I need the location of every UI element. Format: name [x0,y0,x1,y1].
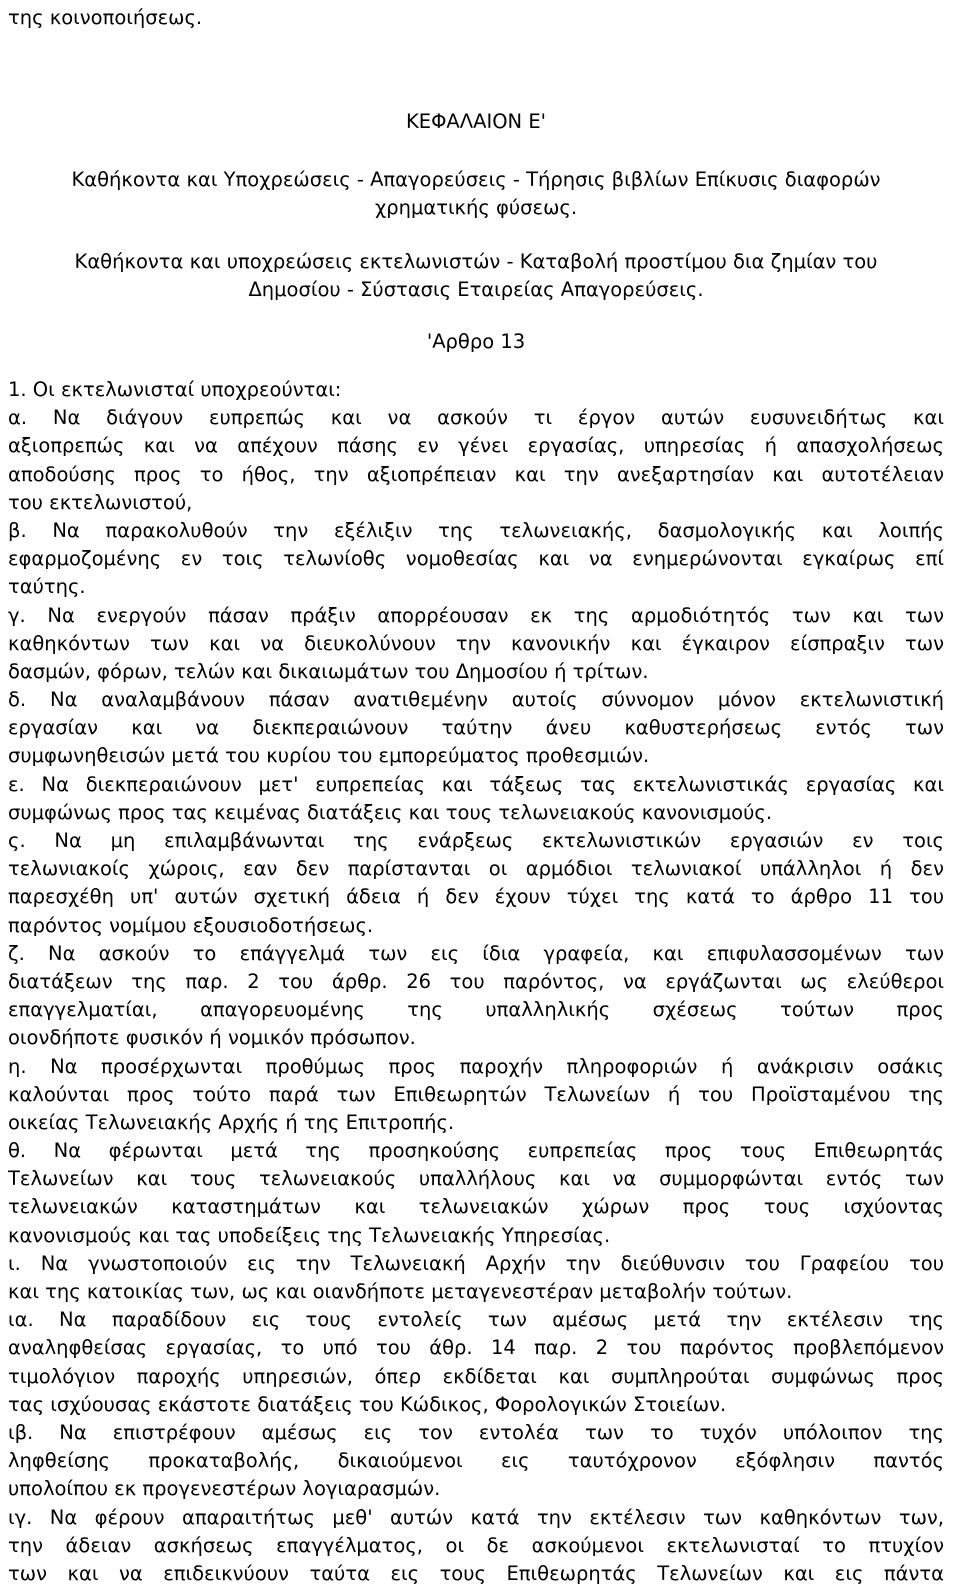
article-item-line: επαγγελματίαι, απαγορευομένης της υπαλληλικής σχέσεως τούτων προς [8,998,944,1022]
article-item-line: ταύτης. [8,575,86,599]
article-item-line: γ. Να ενεργούν πάσαν πράξιν απορρέουσαν εκ της αρμοδιότητός των και των [8,603,944,627]
article-item-line: των και να επιδεικνύουν ταύτα εις τους Επιθεωρητάς Τελωνείων και εις πάντα [8,1561,944,1585]
article-item-line: καθηκόντων των και να διευκολύνουν την κανονικήν και έγκαιρον είσπραξιν των [8,631,944,655]
article-item-line: ζ. Να ασκούν το επάγγελμά των εις ίδια γραφεία, και επιφυλασσομένων των [8,941,944,965]
article-item-line: ι. Να γνωστοποιούν εις την Τελωνειακή Αρχήν την διεύθυνσιν του Γραφείου του [8,1251,944,1275]
article-item-line: δ. Να αναλαμβάνουν πάσαν ανατιθεμένην αυτοίς σύννομον μόνον εκτελωνιστική [8,688,944,712]
article-item-line: του εκτελωνιστού, [8,490,193,514]
article-item [8,1250,944,1306]
article-item-line: Τελωνείων και τους τελωνειακούς υπαλλήλους και να συμμορφώνται εντός των [8,1167,944,1191]
intro-line-block [8,4,944,32]
article-item-line: η. Να προσέρχωνται προθύμως προς παροχήν πληροφοριών ή ανάκρισιν οσάκις [8,1054,944,1078]
article-body [8,376,944,1588]
article-heading: 'Αρθρο 13 [426,330,526,353]
article-item-line: ς. Να μη επιλαμβάνωνται της ενάρξεως εκτελωνιστικών εργασιών εν τοις [8,829,944,852]
article-item-line: και της κατοικίας των, ως και οιανδήποτε μεταγενεστέραν μεταβολήν τούτων. [8,1280,793,1303]
article-item-line: ιβ. Να επιστρέφουν αμέσως εις τον εντολέα των το τυχόν υπόλοιπον της [8,1420,944,1444]
article-item [8,1137,944,1250]
article-item-line: ιγ. Να φέρουν απαραιτήτως μεθ' αυτών κατά την εκτέλεσιν των καθηκόντων των, [8,1505,944,1529]
article-item-line: εφαρμοζομένης εν τοις τελωνίοθς νομοθεσίας και να ενημερώνονται εγκαίρως επί [8,547,944,571]
article-item [8,827,944,940]
article-item [8,404,944,517]
article-item [8,1306,944,1419]
article-item [8,1053,944,1138]
article-item [8,517,944,602]
chapter-subtitle-line: Καθήκοντα και Υποχρεώσεις - Απαγορεύσεις - Τήρησις βιβλίων Επίκυσις διαφορών [71,168,881,191]
article-item-line: παρόντος νομίμου εξουσιοδοτήσεως. [8,913,374,937]
article-item-line: υπολοίπου εκ προγενεστέρων λογιαρασμών. [8,1477,441,1501]
chapter-title: ΚΕΦΑΛΑΙΟΝ Ε' [405,110,547,133]
article-item-line: τελωνειακών καταστημάτων και τελωνειακών χώρων προς τους ισχύοντας [8,1195,944,1219]
article-item-line: ε. Να διεκπεραιώνουν μετ' ευπρεπείας και τάξεως τας εκτελωνιστικάς εργασίας και [8,772,944,796]
article-item-line: συμφωνηθεισών μετά του κυρίου του εμπορεύματος προθεσμιών. [8,744,650,768]
article-item-line: α. Να διάγουν ευπρεπώς και να ασκούν τι έργον αυτών ευσυνειδήτως και [8,406,944,430]
article-item-line: καλούνται προς τούτο παρά των Επιθεωρητών Τελωνείων ή του Προϊσταμένου της [8,1082,944,1106]
chapter-section-title-line: Δημοσίου - Σύστασις Εταιρείας Απαγορεύσεις. [248,277,704,301]
article-item-line: παρεσχέθη υπ' αυτών σχετική άδεια ή δεν έχουν τύχει της κατά το άρθρο 11 του [8,885,944,909]
article-heading-block [8,328,944,356]
article-item-line: θ. Να φέρωνται μετά της προσηκούσης ευπρεπείας προς τους Επιθεωρητάς [8,1139,944,1163]
article-item [8,940,944,1053]
article-item-line: κανονισμούς και τας υποδείξεις της Τελωνειακής Υπηρεσίας. [8,1223,611,1247]
intro-line: της κοινοποιήσεως. [8,6,203,29]
article-item-line: τας ισχύουσας εκάστοτε διατάξεις του Κώδικος, Φορολογικών Στοιείων. [8,1392,727,1416]
article-item-line: τιμολόγιον παροχής υπηρεσιών, όπερ εκδίδεται και συμπληρούται συμφώνως προς [8,1364,944,1388]
chapter-title-block [8,108,944,136]
article-item-line: εργασίαν και να διεκπεραιώνουν ταύτην άνευ καθυστερήσεως εντός των [8,716,944,740]
article-item-line: αποδούσης προς το ήθος, την αξιοπρέπειαν και την ανεξαρτησίαν και αυτοτέλειαν [8,462,944,486]
article-item-line: συμφώνως προς τας κειμένας διατάξεις και τους τελωνειακούς κανονισμούς. [8,800,773,824]
article-item-line: αξιοπρεπώς και να απέχουν πάσης εν γένει εργασίας, υπηρεσίας ή απασχολήσεως [8,434,944,458]
chapter-section-title [8,248,944,303]
article-item [8,771,944,827]
article-item-line: αναληφθείσας εργασίας, το υπό του άθρ. 14 παρ. 2 του παρόντος προβλεπόμενον [8,1336,944,1360]
article-item-line: οιονδήποτε φυσικόν ή νομικόν πρόσωπον. [8,1026,416,1050]
article-item [8,1504,944,1589]
article-item-line: την άδειαν ασκήσεως επαγγέλματος, οι δε ασκούμενοι εκτελωνισταί το πτυχίον [8,1533,944,1557]
article-item-line: ια. Να παραδίδουν εις τους εντολείς των αμέσως μετά την εκτέλεσιν της [8,1308,944,1332]
chapter-subtitle-line: χρηματικής φύσεως. [374,195,578,219]
article-item-line: δασμών, φόρων, τελών και δικαιωμάτων του Δημοσίου ή τρίτων. [8,659,649,683]
article-item-line: β. Να παρακολυθούν την εξέλιξιν της τελωνειακής, δασμολογικής και λοιπής [8,518,944,542]
article-item-line: οικείας Τελωνειακής Αρχής ή της Επιτροπής. [8,1110,455,1134]
article-item [8,686,944,771]
chapter-subtitle [8,166,944,221]
article-item-line: διατάξεων της παρ. 2 του άρθρ. 26 του παρόντος, να εργάζωνται ως ελεύθεροι [8,969,944,993]
article-item [8,1419,944,1504]
article-lead: 1. Οι εκτελωνισταί υποχρεούνται: [8,378,342,401]
article-item [8,602,944,687]
article-item-line: τελωνιακοίς χώροις, εαν δεν παρίστανται οι αρμόδιοι τελωνιακοί υπάλληλοι ή δεν [8,857,944,881]
article-item-line: ληφθείσης προκαταβολής, δικαιούμενοι εις ταυτόχρονον εξόφλησιν παντός [8,1449,944,1473]
chapter-section-title-line: Καθήκοντα και υποχρεώσεις εκτελωνιστών - Καταβολή προστίμου δια ζημίαν του [74,250,878,273]
